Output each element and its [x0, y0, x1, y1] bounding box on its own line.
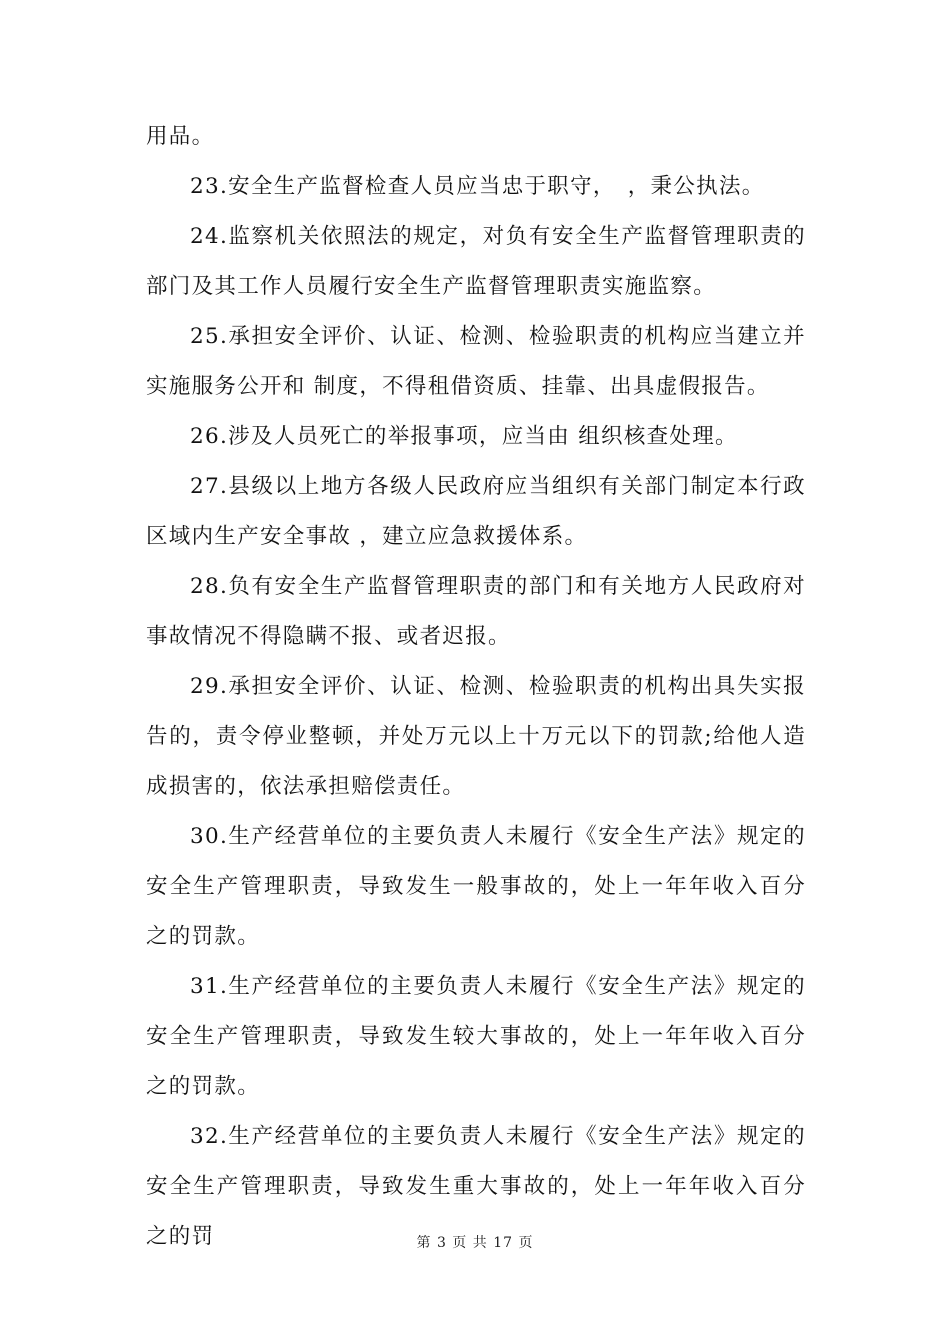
paragraph-item-23: 23.安全生产监督检查人员应当忠于职守， ，秉公执法。: [190, 174, 765, 199]
paragraph-item-26: 26.涉及人员死亡的举报事项，应当由 组织核查处理。: [190, 424, 738, 449]
document-body: [146, 112, 806, 1262]
paragraph-item-25: 25.承担安全评价、认证、检测、检验职责的机构应当建立并实施服务公开和 制度，不得租借资质、挂靠、出具虚假报告。: [146, 324, 806, 399]
paragraph-item-27: 27.县级以上地方各级人民政府应当组织有关部门制定本行政区域内生产安全事故 ，建立应急救援体系。: [146, 474, 806, 549]
page-number-footer: 第 3 页 共 17 页: [416, 1235, 534, 1251]
paragraph-continuation: 用品。: [146, 124, 215, 149]
paragraph-item-31: 31.生产经营单位的主要负责人未履行《安全生产法》规定的安全生产管理职责，导致发生较大事故的，处上一年年收入百分之的罚款。: [146, 974, 806, 1099]
paragraph-item-32: 32.生产经营单位的主要负责人未履行《安全生产法》规定的安全生产管理职责，导致发生重大事故的，处上一年年收入百分之的罚: [146, 1124, 806, 1249]
paragraph-item-24: 24.监察机关依照法的规定，对负有安全生产监督管理职责的部门及其工作人员履行安全生产监督管理职责实施监察。: [146, 224, 806, 299]
paragraph-item-28: 28.负有安全生产监督管理职责的部门和有关地方人民政府对事故情况不得隐瞒不报、或者迟报。: [146, 574, 806, 649]
paragraph-item-29: 29.承担安全评价、认证、检测、检验职责的机构出具失实报告的，责令停业整顿，并处万元以上十万元以下的罚款;给他人造成损害的，依法承担赔偿责任。: [146, 674, 806, 799]
paragraph-item-30: 30.生产经营单位的主要负责人未履行《安全生产法》规定的安全生产管理职责，导致发生一般事故的，处上一年年收入百分之的罚款。: [146, 824, 806, 949]
